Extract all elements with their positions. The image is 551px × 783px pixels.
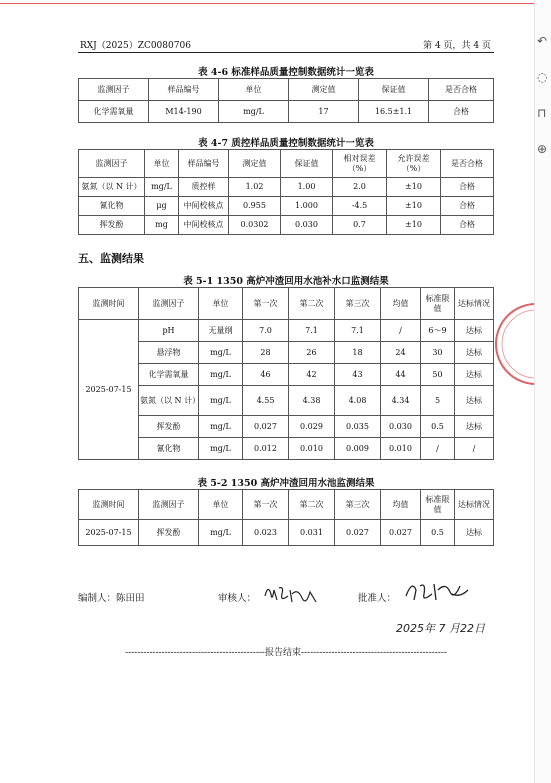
table-header-cell: 是否合格 [441,150,494,178]
table-cell: 4.38 [289,386,335,416]
table-row [79,342,494,364]
table-cell: mg/L [199,342,243,364]
table-cell: 0.030 [281,216,333,235]
prepared-by [78,590,145,604]
table-header-cell: 标准限值 [421,490,455,520]
table-4-7 [78,149,494,235]
table-header-cell: 监测因子 [79,150,145,178]
table-row [79,364,494,386]
approved-by [358,590,396,604]
table-header-cell: 样品编号 [149,79,219,101]
table-cell: 达标 [455,342,494,364]
table-header-cell: 均值 [381,490,421,520]
table-cell: 达标 [455,416,494,438]
table-cell: mg/L [219,101,289,123]
table-cell: 43 [335,364,381,386]
table-cell: 达标 [455,364,494,386]
table-cell: 4.08 [335,386,381,416]
table-header-cell: 第一次 [243,490,289,520]
section-title: 五、监测结果 [78,252,144,265]
table-cell: 0.027 [381,520,421,546]
table-row [79,416,494,438]
table-cell: 合格 [441,197,494,216]
table-cell: 0.0302 [229,216,281,235]
table-header-cell: 单位 [145,150,179,178]
table-header-cell: 监测因子 [139,490,199,520]
table-cell: 合格 [441,178,494,197]
prepared-by-label: 编制人： [78,593,117,604]
table-cell: 氰化物 [139,438,199,460]
reviewed-by-label: 审核人： [218,593,257,604]
table-cell: 1.02 [229,178,281,197]
table-cell: 中间校核点 [179,197,229,216]
table-header-cell: 是否合格 [429,79,494,101]
table-cell: mg/L [199,438,243,460]
table-cell: 氨氮（以 N 计） [79,178,145,197]
table-cell: 4.34 [381,386,421,416]
table-cell: 0.027 [243,416,289,438]
table-cell: 合格 [441,216,494,235]
table-cell: 0.010 [289,438,335,460]
zoom-in-icon[interactable]: ⊕ [537,142,548,156]
table-5-2-caption: 表 5-2 1350 高炉冲渣回用水池监测结果 [197,478,375,489]
reviewer-signature [262,580,320,608]
report-end-line [78,645,494,658]
table-cell: -4.5 [333,197,387,216]
table-row [79,520,494,546]
table-cell: 0.029 [289,416,335,438]
table-header-cell: 允许误差（%） [387,150,441,178]
table-cell: 44 [381,364,421,386]
table-header-cell: 第二次 [289,288,335,320]
table-header-cell: 单位 [199,490,243,520]
header-rule [78,52,494,53]
table-header-cell: 监测因子 [139,288,199,320]
table-row [79,438,494,460]
table-cell: 50 [421,364,455,386]
table-header-cell: 相对误差（%） [333,150,387,178]
table-header-cell: 测定值 [229,150,281,178]
table-cell: 1.000 [281,197,333,216]
table-cell: 0.955 [229,197,281,216]
table-cell: 质控样 [179,178,229,197]
table-header-cell: 监测时间 [79,288,139,320]
table-cell: 18 [335,342,381,364]
table-cell: 28 [243,342,289,364]
table-cell: 合格 [429,101,494,123]
table-cell: mg/L [199,386,243,416]
table-cell: 挥发酚 [139,520,199,546]
prepared-by-name: 陈田田 [116,593,145,604]
table-cell: 30 [421,342,455,364]
table-cell: 达标 [455,520,494,546]
table-header-cell: 标准限值 [421,288,455,320]
table-5-2 [78,489,494,546]
table-cell: mg/L [199,520,243,546]
undo-icon[interactable]: ↶ [537,34,548,48]
table-4-6-caption: 表 4-6 标准样品质量控制数据统计一览表 [198,67,374,78]
table-cell: 26 [289,342,335,364]
table-cell: 46 [243,364,289,386]
table-cell: 17 [289,101,359,123]
table-header-cell: 达标情况 [455,288,494,320]
table-header-cell: 监测因子 [79,79,149,101]
table-header-cell: 第三次 [335,288,381,320]
table-cell: pH [139,320,199,342]
table-header-cell: 保证值 [281,150,333,178]
table-5-1-caption: 表 5-1 1350 高炉冲渣回用水池补水口监测结果 [183,276,389,287]
table-cell: 1.00 [281,178,333,197]
approved-by-label: 批准人： [358,593,397,604]
table-header-cell: 第三次 [335,490,381,520]
table-cell: mg/L [199,416,243,438]
table-row [79,216,494,235]
table-cell: 16.5±1.1 [359,101,429,123]
table-cell: 0.030 [381,416,421,438]
table-row [79,386,494,416]
table-cell: 0.5 [421,416,455,438]
table-cell: 0.7 [333,216,387,235]
table-cell: / [381,320,421,342]
table-cell: 达标 [455,320,494,342]
table-header-cell: 监测时间 [79,490,139,520]
table-cell: 0.035 [335,416,381,438]
table-cell: / [455,438,494,460]
page-info: 第 4 页，共 4 页 [423,41,491,51]
table-cell: 42 [289,364,335,386]
table-row [79,178,494,197]
report-end-text: 报告结束 [264,648,301,658]
table-cell: 4.55 [243,386,289,416]
table-cell: mg [145,216,179,235]
table-row [79,320,494,342]
table-cell: 中间校核点 [179,216,229,235]
table-cell: 7.1 [289,320,335,342]
table-cell: 7.1 [335,320,381,342]
table-cell: ±10 [387,197,441,216]
table-cell: 2025-07-15 [79,520,139,546]
table-cell: 无量纲 [199,320,243,342]
table-cell: 7.0 [243,320,289,342]
table-cell: μg [145,197,179,216]
top-border-line [0,3,535,4]
table-cell: 挥发酚 [79,216,145,235]
table-cell: 24 [381,342,421,364]
table-cell: 0.010 [381,438,421,460]
report-number: RXJ（2025）ZC0080706 [80,41,191,51]
table-header-cell: 达标情况 [455,490,494,520]
table-cell: mg/L [145,178,179,197]
date-cell: 2025-07-15 [79,320,139,460]
table-cell: 0.5 [421,520,455,546]
reviewed-by [218,590,256,604]
table-header-cell: 单位 [199,288,243,320]
table-cell: 5 [421,386,455,416]
table-cell: / [421,438,455,460]
table-cell: 0.012 [243,438,289,460]
table-cell: 0.009 [335,438,381,460]
trash-icon[interactable]: ⊓ [537,106,547,120]
approver-signature [402,576,472,606]
signing-date: 2025年 7 月22日 [396,622,485,635]
table-cell: M14-190 [149,101,219,123]
table-cell: 悬浮物 [139,342,199,364]
table-header-cell: 单位 [219,79,289,101]
table-cell: mg/L [199,364,243,386]
table-cell: 2.0 [333,178,387,197]
table-header-cell: 样品编号 [179,150,229,178]
table-header-cell: 均值 [381,288,421,320]
table-cell: 化学需氧量 [139,364,199,386]
table-row [79,101,494,123]
table-4-6 [78,78,494,123]
table-row [79,197,494,216]
table-cell: ±10 [387,178,441,197]
table-header-cell: 保证值 [359,79,429,101]
table-cell: 氰化物 [79,197,145,216]
table-header-cell: 第二次 [289,490,335,520]
dotted-circle-icon[interactable]: ◌ [537,70,548,84]
table-cell: 6～9 [421,320,455,342]
table-5-1 [78,287,494,460]
table-cell: 氨氮（以 N 计） [139,386,199,416]
table-4-7-caption: 表 4-7 质控样品质量控制数据统计一览表 [198,138,374,149]
dashes-left: ---------------------------------------------- [125,648,265,658]
table-cell: 挥发酚 [139,416,199,438]
table-header-cell: 第一次 [243,288,289,320]
table-cell: 0.023 [243,520,289,546]
table-header-cell: 测定值 [289,79,359,101]
table-cell: 达标 [455,386,494,416]
table-cell: 0.031 [289,520,335,546]
table-cell: 化学需氧量 [79,101,149,123]
dashes-right: ------------------------------------------------ [300,648,447,658]
table-cell: 0.027 [335,520,381,546]
table-cell: ±10 [387,216,441,235]
